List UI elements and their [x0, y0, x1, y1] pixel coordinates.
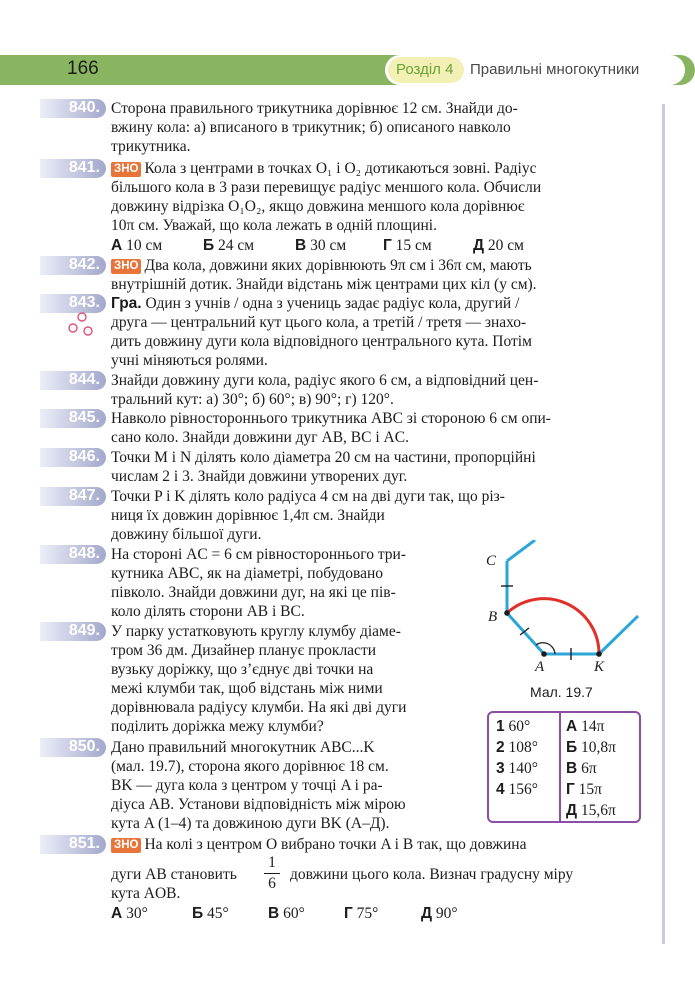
match-left-row: 4 156°	[496, 781, 538, 798]
problem-851-line: кута AOB.	[111, 885, 181, 902]
answer-option: Б 45°	[192, 905, 229, 922]
zno-badge: ЗНО	[111, 162, 141, 177]
match-right-row: Г 15π	[566, 781, 602, 798]
problem-843-line: Гра. Один з учнів / одна з учениць задає радіус кола, другий /	[111, 295, 520, 312]
match-left-row: 1 60°	[496, 718, 531, 735]
problem-number-850: 850.	[40, 738, 106, 757]
answer-option: Г 15 см	[383, 237, 432, 254]
problem-number-851: 851.	[40, 835, 106, 854]
answer-option: А 30°	[111, 905, 148, 922]
problem-849-line: поділить доріжка межу клумби?	[111, 718, 324, 735]
problem-number-844: 844.	[40, 371, 106, 390]
answer-option: Д 20 см	[473, 237, 524, 254]
fraction-denominator: 6	[268, 875, 276, 892]
match-right-row: А 14π	[566, 718, 605, 735]
answer-option: Г 75°	[344, 905, 379, 922]
problem-841-line: більшого кола в 3 рази перевищує радіус меншого кола. Обчисли	[111, 179, 542, 196]
group-icon	[66, 311, 96, 339]
problem-number-840: 840.	[40, 99, 106, 118]
match-right-row: Д 15,6π	[566, 802, 616, 819]
problem-843-line: друга — центральний кут цього кола, а третій / третя — знахо-	[111, 314, 527, 331]
problem-847-line: довжину більшої дуги.	[111, 526, 262, 543]
problem-number-846: 846.	[40, 448, 106, 467]
problem-850-line: (мал. 19.7), сторона якого дорівнює 18 см.	[111, 758, 389, 775]
label-b: B	[488, 609, 498, 625]
problem-841-line: ЗНО Кола з центрами в точках O₁ і O₂ дотикаються зовні. Радіус	[111, 159, 537, 178]
zno-badge: ЗНО	[111, 838, 141, 853]
problem-number-847: 847.	[40, 487, 106, 506]
polygon-side-ba	[507, 613, 544, 654]
answer-option: Б 24 см	[203, 237, 255, 254]
problem-849-line: тром 36 дм. Дизайнер планує прокласти	[111, 642, 377, 659]
zno-badge: ЗНО	[111, 259, 141, 274]
problem-851-line: дуги AB становить	[111, 866, 237, 883]
problem-848-line: півколо. Знайди довжини дуг, на які це пів-	[111, 584, 396, 601]
problem-840-line: трикутника.	[111, 138, 191, 155]
polygon-side	[599, 616, 638, 654]
problem-number-842: 842.	[40, 256, 106, 275]
section-title: Правильні многокутники	[470, 61, 640, 78]
problem-number-849: 849.	[40, 622, 106, 641]
match-left-row: 2 108°	[496, 739, 538, 756]
match-right-row: Б 10,8π	[566, 739, 616, 756]
problem-number-841: 841.	[40, 159, 106, 178]
problem-849-line: вузьку доріжку, що з’єднує дві точки на	[111, 661, 374, 678]
fraction	[262, 853, 282, 893]
problem-851-line: довжини цього кола. Визнач градусну міру	[290, 866, 574, 883]
problem-849-line: межі клумби так, щоб відстань між ними	[111, 680, 383, 697]
vertex-b	[504, 610, 510, 616]
problem-849-line: дорівнювала радіусу клумби. На які дві дуги	[111, 699, 407, 716]
right-margin-rule	[662, 104, 665, 944]
problem-847-line: Точки P і K ділять коло радіуса 4 см на дві дуги так, що різ-	[111, 488, 505, 505]
vertex-a	[541, 651, 547, 657]
problem-842-line: ЗНО Два кола, довжини яких дорівнюють 9π см і 36π см, мають	[111, 256, 532, 275]
problem-850-line: BK — дуга кола з центром у точці A і ра-	[111, 777, 383, 794]
problem-849-line: У парку устатковують круглу клумбу діаме-	[111, 623, 401, 640]
problem-850-line: кута A (1–4) та довжиною дуги BK (А–Д).	[111, 815, 390, 832]
problem-845-line: сано коло. Знайди довжини дуг AB, BC і AC.	[111, 429, 409, 446]
problem-844-line: тральний кут: а) 30°; б) 60°; в) 90°; г) 120°.	[111, 391, 394, 408]
page-number: 166	[67, 58, 99, 79]
figure-caption: Мал. 19.7	[530, 684, 593, 700]
label-a: A	[535, 659, 545, 675]
problem-841-line: 10π см. Уважай, що кола лежать в одній площині.	[111, 217, 437, 234]
match-right-row: В 6π	[566, 760, 597, 777]
fraction-numerator: 1	[268, 854, 276, 871]
problem-847-line: ниця їх довжин дорівнює 1,4π см. Знайди	[111, 507, 385, 524]
game-label: Гра.	[111, 295, 142, 312]
label-c: C	[486, 553, 497, 569]
problem-850-line: діуса AB. Установи відповідність між мірою	[111, 796, 406, 813]
problem-840-line: вжину кола: а) вписаного в трикутник; б) описаного навколо	[111, 119, 511, 136]
vertex-k	[596, 651, 602, 657]
problem-841-line: довжину відрізка O₁O₂, якщо довжина меншого кола дорівнює	[111, 198, 525, 215]
problem-number-848: 848.	[40, 545, 106, 564]
problem-843-line: дить довжину дуги кола відповідного центрального кута. Потім	[111, 333, 532, 350]
figure-19-7	[480, 540, 645, 675]
problem-848-line: На стороні AC = 6 см рівностороннього три-	[111, 546, 407, 563]
polygon-side	[507, 540, 535, 561]
problem-844-line: Знайди довжину дуги кола, радіус якого 6 см, а відповідний цен-	[111, 372, 539, 389]
problem-851-line: ЗНО На колі з центром O вибрано точки A і B так, що довжина	[111, 835, 526, 854]
problem-number-843: 843.	[40, 294, 106, 313]
problem-846-line: числам 2 і 3. Знайди довжини утворених дуг.	[111, 468, 408, 485]
problem-848-line: кутника ABC, як на діаметрі, побудовано	[111, 565, 383, 582]
problem-846-line: Точки M і N ділять коло діаметра 20 см на частини, пропорційні	[111, 449, 536, 466]
match-left-row: 3 140°	[496, 760, 538, 777]
problem-number-845: 845.	[40, 409, 106, 428]
answer-option: Д 90°	[421, 905, 458, 922]
problem-848-line: коло ділять сторони AB і BC.	[111, 603, 305, 620]
problem-843-line: учні міняються ролями.	[111, 352, 268, 369]
answer-option: В 30 см	[295, 237, 347, 254]
problem-845-line: Навколо рівностороннього трикутника ABC зі стороною 6 см опи-	[111, 410, 551, 427]
label-k: K	[594, 659, 605, 675]
problem-842-line: внутрішній дотик. Знайди відстань між центрами цих кіл (у см).	[111, 276, 537, 293]
problem-850-line: Дано правильний многокутник ABC...K	[111, 739, 375, 756]
answer-option: В 60°	[268, 905, 305, 922]
section-label: Розділ 4	[396, 61, 454, 78]
answer-option: А 10 см	[111, 237, 163, 254]
problem-840-line: Сторона правильного трикутника дорівнює 12 см. Знайди до-	[111, 100, 518, 117]
